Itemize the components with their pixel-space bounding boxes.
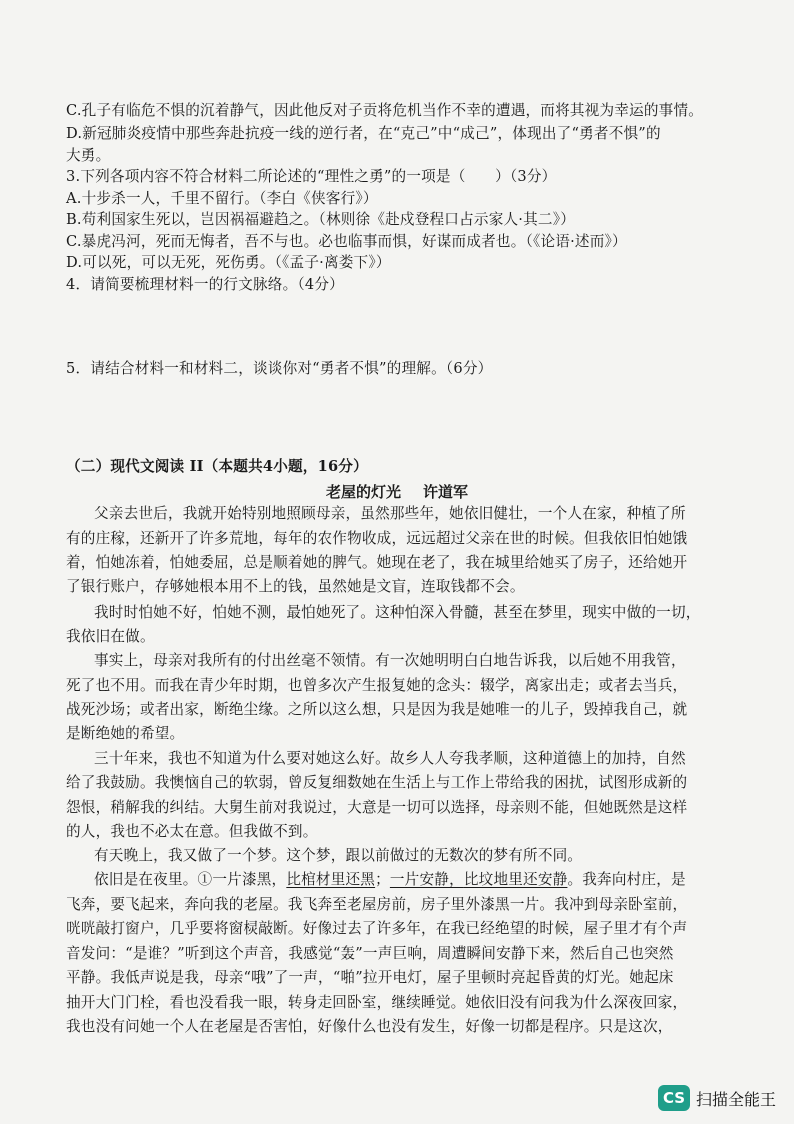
title-text: 老屋的灯光 bbox=[325, 483, 401, 501]
question-4: 4．请简要梳理材料一的行文脉络。（4分） bbox=[66, 276, 344, 293]
underlined-phrase: 比棺材里还黑 bbox=[286, 871, 376, 888]
passage-line: 了银行账户，存够她根本用不上的钱，虽然她是文盲，连取钱都不会。 bbox=[66, 578, 525, 595]
question-3-option-c: C.暴虎冯河，死而无悔者，吾不与也。必也临事而惧，好谋而成者也。（《论语·述而》） bbox=[66, 233, 627, 250]
underlined-phrase: 一片安静， bbox=[389, 871, 464, 888]
text-segment: ； bbox=[375, 871, 390, 888]
passage-line: 我也没有问她一个人在老屋是否害怕，好像什么也没有发生，好像一切都是程序。只是这次， bbox=[66, 1018, 673, 1035]
question-3-option-d: D.可以死，可以无死，死伤勇。（《孟子·离娄下》） bbox=[66, 254, 391, 271]
passage-line: 我依旧在做。 bbox=[66, 628, 155, 645]
passage-line-underlined bbox=[94, 871, 774, 889]
passage-line: 我时时怕她不好，怕她不测，最怕她死了。这种怕深入骨髓，甚至在梦里，现实中做的一切， bbox=[94, 604, 701, 621]
text-segment: 依旧是在夜里。①一片漆黑， bbox=[94, 871, 287, 888]
passage-line: 飞奔，要飞起来，奔向我的老屋。我飞奔至老屋房前，房子里外漆黑一片。我冲到母亲卧室前， bbox=[66, 896, 688, 913]
passage-line: 事实上，母亲对我所有的付出丝毫不领情。有一次她明明白白地告诉我，以后她不用我管， bbox=[94, 652, 686, 669]
passage-line: 抽开大门门栓，看也没看我一眼，转身走回卧室，继续睡觉。她依旧没有问我为什么深夜回家， bbox=[66, 994, 688, 1011]
passage-line: 死了也不用。而我在青少年时期，也曾多次产生报复她的念头：辍学，离家出走；或者去当兵， bbox=[66, 677, 688, 694]
passage-line: 是断绝她的希望。 bbox=[66, 725, 185, 742]
watermark-label: 扫描全能王 bbox=[696, 1089, 777, 1109]
option-d-line1: D.新冠肺炎疫情中那些奔赴抗疫一线的逆行者，在“克己”中“成己”，体现出了“勇者不惧”的 bbox=[66, 125, 661, 142]
passage-line: 咣咣敲打窗户，几乎要将窗棂敲断。好像过去了许多年，在我已经绝望的时候，屋子里才有个声 bbox=[66, 920, 688, 937]
option-d-line2: 大勇。 bbox=[66, 147, 111, 164]
passage-line: 平静。我低声说是我，母亲“哦”了一声，“啪”拉开电灯，屋子里顿时亮起昏黄的灯光。她起床 bbox=[66, 969, 674, 986]
option-c: C.孔子有临危不惧的沉着静气，因此他反对子贡将危机当作不幸的遭遇，而将其视为幸运的事情。 bbox=[66, 102, 704, 119]
passage-line: 怨恨，稍解我的纠结。大舅生前对我说过，大意是一切可以选择，母亲则不能，但她既然是这样 bbox=[66, 799, 688, 816]
question-3-option-a: A.十步杀一人，千里不留行。（李白《侠客行》） bbox=[66, 190, 378, 207]
text-segment: 。我奔向村庄，是 bbox=[567, 871, 686, 888]
scanner-watermark bbox=[658, 1083, 776, 1113]
passage-line: 的人，我也不必太在意。但我做不到。 bbox=[66, 823, 318, 840]
passage-line: 战死沙场；或者出家，断绝尘缘。之所以这么想，只是因为我是她唯一的儿子，毁掉我自己，就 bbox=[66, 701, 688, 718]
passage-line: 有的庄稼，还新开了许多荒地，每年的农作物收成，远远超过父亲在世的时候。但我依旧怕她饿 bbox=[66, 530, 688, 547]
passage-line: 有天晚上，我又做了一个梦。这个梦，跟以前做过的无数次的梦有所不同。 bbox=[94, 847, 583, 864]
passage-line: 三十年来，我也不知道为什么要对她这么好。故乡人人夸我孝顺，这种道德上的加持，自然 bbox=[94, 750, 686, 767]
question-3: 3.下列各项内容不符合材料二所论述的“理性之勇”的一项是（ ）（3分） bbox=[66, 168, 557, 185]
camscanner-logo-icon: CS bbox=[658, 1085, 690, 1111]
author-name: 许道军 bbox=[423, 483, 469, 501]
passage-line: 给了我鼓励。我懊恼自己的软弱，曾反复细数她在生活上与工作上带给我的困扰，试图形成新的 bbox=[66, 774, 688, 791]
passage-line: 着，怕她冻着，怕她委屈，总是顺着她的脾气。她现在老了，我在城里给她买了房子，还给她开 bbox=[66, 554, 688, 571]
section-heading: （二）现代文阅读 II（本题共4小题，16分） bbox=[66, 458, 368, 475]
passage-title bbox=[0, 481, 794, 502]
passage-line: 音发问：“是谁？”听到这个声音，我感觉“轰”一声巨响，周遭瞬间安静下来，然后自己也突然 bbox=[66, 945, 674, 962]
question-5: 5．请结合材料一和材料二，谈谈你对“勇者不惧”的理解。（6分） bbox=[66, 360, 493, 377]
question-3-option-b: B.苟利国家生死以，岂因祸福避趋之。（林则徐《赴戍登程口占示家人·其二》） bbox=[66, 211, 575, 228]
underlined-phrase: 比坟地里还安静 bbox=[463, 871, 568, 888]
passage-line: 父亲去世后，我就开始特别地照顾母亲，虽然那些年，她依旧健壮，一个人在家，种植了所 bbox=[94, 505, 686, 522]
